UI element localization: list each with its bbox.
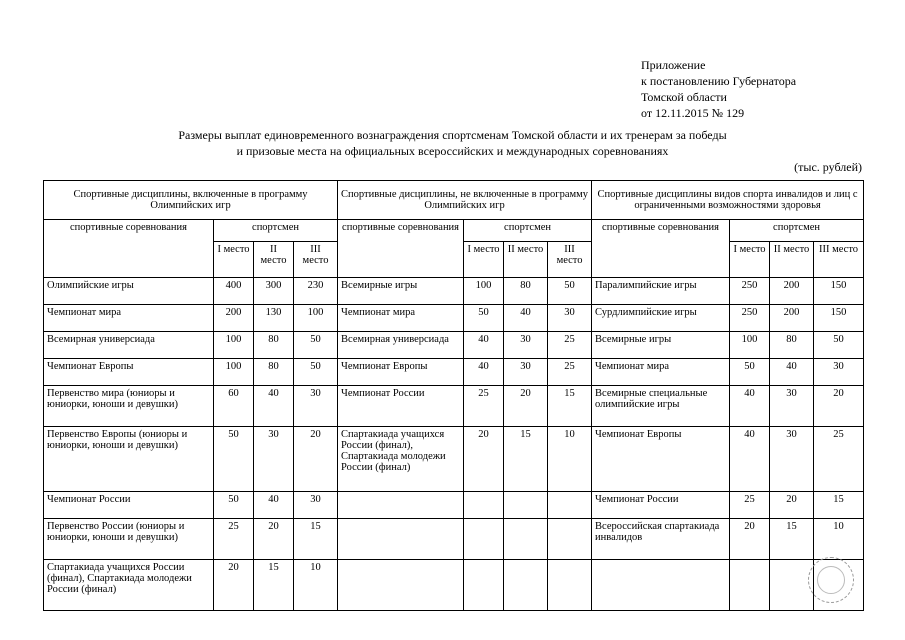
competition-cell: Чемпионат мира: [338, 305, 464, 332]
table-row: [44, 278, 864, 305]
amount-cell: 100: [294, 305, 338, 332]
amount-cell: 40: [254, 386, 294, 427]
amount-cell: 30: [254, 427, 294, 492]
amount-cell: 100: [214, 359, 254, 386]
competitions-header: спортивные соревнования: [338, 220, 464, 278]
amount-cell: [464, 560, 504, 611]
appendix-line: Томской области: [641, 90, 727, 104]
amount-cell: 150: [814, 278, 864, 305]
place-1-header: I место: [730, 242, 770, 278]
amount-cell: 300: [254, 278, 294, 305]
title-line-2: и призовые места на официальных всероссийских и международных соревнованиях: [236, 144, 669, 158]
title-line-1: Размеры выплат единовременного вознаграждения спортсменам Томской области и их тренерам за победы: [178, 128, 727, 142]
amount-cell: [464, 492, 504, 519]
amount-cell: 30: [294, 492, 338, 519]
stamp-text: [809, 574, 853, 580]
competition-cell: Паралимпийские игры: [592, 278, 730, 305]
amount-cell: 150: [814, 305, 864, 332]
amount-cell: 40: [730, 386, 770, 427]
payments-table: [43, 180, 864, 611]
amount-cell: [504, 492, 548, 519]
amount-cell: [730, 560, 770, 611]
place-2-header: II место: [254, 242, 294, 278]
amount-cell: 30: [548, 305, 592, 332]
competition-cell: Чемпионат России: [44, 492, 214, 519]
header-row-subgroups: [44, 220, 864, 242]
amount-cell: 20: [730, 519, 770, 560]
appendix-line: от 12.11.2015 № 129: [641, 106, 745, 120]
competition-cell: Чемпионат Европы: [592, 427, 730, 492]
amount-cell: 250: [730, 278, 770, 305]
place-3-header: III место: [814, 242, 864, 278]
amount-cell: 30: [770, 386, 814, 427]
units-label: (тыс. рублей): [794, 160, 862, 174]
document-title: [0, 127, 905, 159]
competition-cell: Спартакиада учащихся России (финал), Спартакиада молодежи России (финал): [44, 560, 214, 611]
group-disabled-header: Спортивные дисциплины видов спорта инвалидов и лиц с ограниченными возможностями здоровья: [592, 181, 864, 220]
competition-cell: Первенство России (юниоры и юниорки, юноши и девушки): [44, 519, 214, 560]
competition-cell: Чемпионат Европы: [44, 359, 214, 386]
amount-cell: 25: [548, 332, 592, 359]
table-row: [44, 359, 864, 386]
competition-cell: Всемирная универсиада: [44, 332, 214, 359]
amount-cell: 25: [464, 386, 504, 427]
competition-cell: Первенство мира (юниоры и юниорки, юноши и девушки): [44, 386, 214, 427]
competition-cell: Чемпионат Европы: [338, 359, 464, 386]
competition-cell: Чемпионат мира: [44, 305, 214, 332]
amount-cell: 25: [730, 492, 770, 519]
competition-cell: Всероссийская спартакиада инвалидов: [592, 519, 730, 560]
competition-cell: [338, 519, 464, 560]
amount-cell: 15: [254, 560, 294, 611]
amount-cell: 40: [464, 332, 504, 359]
place-2-header: II место: [504, 242, 548, 278]
place-3-header: III место: [294, 242, 338, 278]
amount-cell: 50: [294, 332, 338, 359]
amount-cell: 100: [214, 332, 254, 359]
amount-cell: 20: [214, 560, 254, 611]
competition-cell: Чемпионат России: [592, 492, 730, 519]
amount-cell: 20: [464, 427, 504, 492]
amount-cell: 250: [730, 305, 770, 332]
amount-cell: 400: [214, 278, 254, 305]
amount-cell: 15: [294, 519, 338, 560]
amount-cell: 200: [770, 305, 814, 332]
amount-cell: 15: [548, 386, 592, 427]
stamp-seal: [808, 557, 854, 603]
amount-cell: 10: [548, 427, 592, 492]
athlete-header: спортсмен: [464, 220, 592, 242]
amount-cell: 50: [730, 359, 770, 386]
amount-cell: [504, 560, 548, 611]
amount-cell: 50: [814, 332, 864, 359]
table-row: [44, 386, 864, 427]
competition-cell: Всемирные игры: [338, 278, 464, 305]
amount-cell: 200: [770, 278, 814, 305]
amount-cell: [464, 519, 504, 560]
amount-cell: 20: [814, 386, 864, 427]
amount-cell: 25: [214, 519, 254, 560]
amount-cell: 15: [770, 519, 814, 560]
amount-cell: 25: [548, 359, 592, 386]
table-row: [44, 560, 864, 611]
amount-cell: 30: [504, 332, 548, 359]
amount-cell: 40: [254, 492, 294, 519]
competition-cell: Олимпийские игры: [44, 278, 214, 305]
competition-cell: [592, 560, 730, 611]
amount-cell: 30: [294, 386, 338, 427]
competition-cell: Сурдлимпийские игры: [592, 305, 730, 332]
amount-cell: 80: [254, 359, 294, 386]
competition-cell: Всемирные игры: [592, 332, 730, 359]
amount-cell: 30: [770, 427, 814, 492]
amount-cell: 25: [814, 427, 864, 492]
amount-cell: 30: [814, 359, 864, 386]
amount-cell: 50: [214, 492, 254, 519]
place-2-header: II место: [770, 242, 814, 278]
amount-cell: 40: [770, 359, 814, 386]
appendix-line: Приложение: [641, 58, 706, 72]
competition-cell: [338, 492, 464, 519]
table-body: [44, 278, 864, 611]
athlete-header: спортсмен: [730, 220, 864, 242]
amount-cell: 40: [504, 305, 548, 332]
header-row-groups: [44, 181, 864, 220]
competition-cell: Всемирная универсиада: [338, 332, 464, 359]
amount-cell: 15: [814, 492, 864, 519]
amount-cell: [770, 560, 814, 611]
amount-cell: 20: [770, 492, 814, 519]
amount-cell: 20: [254, 519, 294, 560]
place-1-header: I место: [214, 242, 254, 278]
competition-cell: Всемирные специальные олимпийские игры: [592, 386, 730, 427]
place-3-header: III место: [548, 242, 592, 278]
amount-cell: 200: [214, 305, 254, 332]
competition-cell: Чемпионат мира: [592, 359, 730, 386]
appendix-block: [641, 57, 796, 121]
amount-cell: [504, 519, 548, 560]
amount-cell: 80: [504, 278, 548, 305]
competition-cell: [338, 560, 464, 611]
amount-cell: 10: [294, 560, 338, 611]
amount-cell: 80: [254, 332, 294, 359]
amount-cell: 50: [294, 359, 338, 386]
amount-cell: 50: [464, 305, 504, 332]
amount-cell: 30: [504, 359, 548, 386]
amount-cell: 40: [464, 359, 504, 386]
amount-cell: [548, 492, 592, 519]
competition-cell: Спартакиада учащихся России (финал), Спартакиада молодежи России (финал): [338, 427, 464, 492]
competition-cell: Первенство Европы (юниоры и юниорки, юноши и девушки): [44, 427, 214, 492]
amount-cell: 60: [214, 386, 254, 427]
competitions-header: спортивные соревнования: [44, 220, 214, 278]
amount-cell: 100: [464, 278, 504, 305]
amount-cell: 40: [730, 427, 770, 492]
amount-cell: 10: [814, 519, 864, 560]
amount-cell: 80: [770, 332, 814, 359]
group-olympic-header: Спортивные дисциплины, включенные в программу Олимпийских игр: [44, 181, 338, 220]
competitions-header: спортивные соревнования: [592, 220, 730, 278]
amount-cell: 15: [504, 427, 548, 492]
table-row: [44, 332, 864, 359]
amount-cell: 50: [548, 278, 592, 305]
table-row: [44, 305, 864, 332]
appendix-line: к постановлению Губернатора: [641, 74, 797, 88]
amount-cell: 20: [504, 386, 548, 427]
amount-cell: [548, 560, 592, 611]
competition-cell: Чемпионат России: [338, 386, 464, 427]
amount-cell: [548, 519, 592, 560]
amount-cell: 50: [214, 427, 254, 492]
table-row: [44, 427, 864, 492]
table-row: [44, 519, 864, 560]
athlete-header: спортсмен: [214, 220, 338, 242]
place-1-header: I место: [464, 242, 504, 278]
amount-cell: 230: [294, 278, 338, 305]
amount-cell: 20: [294, 427, 338, 492]
table-row: [44, 492, 864, 519]
amount-cell: 100: [730, 332, 770, 359]
amount-cell: 130: [254, 305, 294, 332]
group-non-olympic-header: Спортивные дисциплины, не включенные в программу Олимпийских игр: [338, 181, 592, 220]
